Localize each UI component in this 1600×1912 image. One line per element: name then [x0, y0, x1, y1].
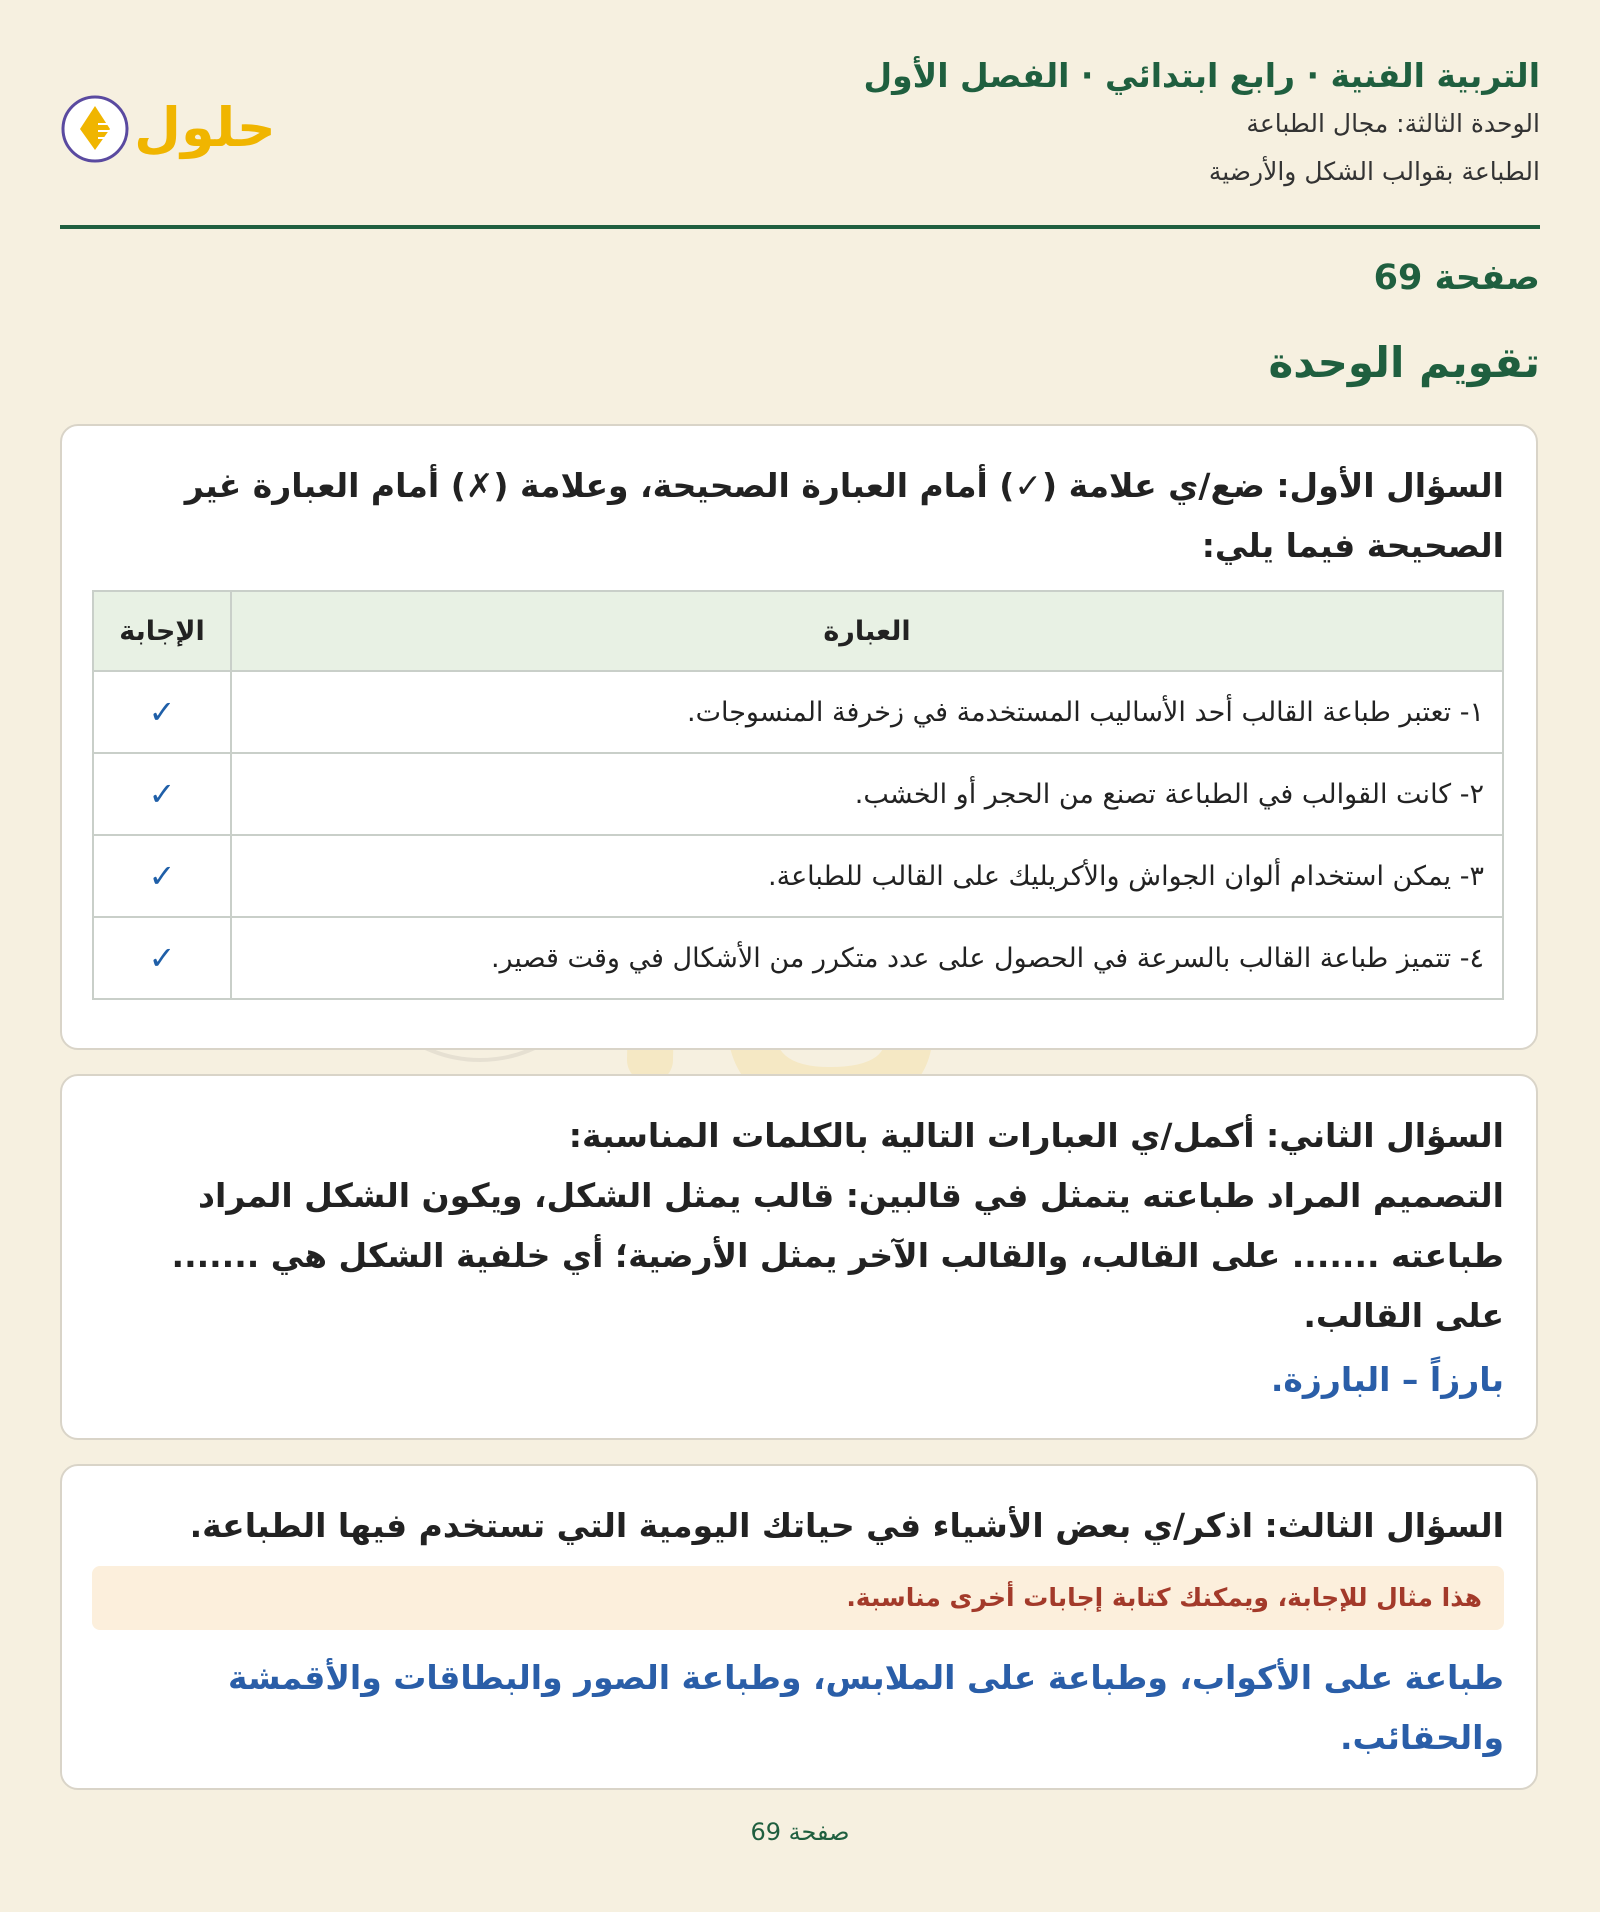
statement-cell: ١- تعتبر طباعة القالب أحد الأساليب المستخدمة في زخرفة المنسوجات.: [231, 671, 1503, 753]
question-1-text: السؤال الأول: ضع/ي علامة (✓) أمام العبارة الصحيحة، وعلامة (✗) أمام العبارة غير الصحيحة فيما يلي:: [184, 466, 1504, 565]
hulul-logo: [60, 84, 290, 174]
question-1-card: [60, 424, 1538, 1050]
question-2-title: السؤال الثاني: أكمل/ي العبارات التالية بالكلمات المناسبة:: [568, 1116, 1504, 1155]
statement-cell: ٤- تتميز طباعة القالب بالسرعة في الحصول على عدد متكرر من الأشكال في وقت قصير.: [231, 917, 1503, 999]
question-2-body: التصميم المراد طباعته يتمثل في قالبين: قالب يمثل الشكل، ويكون الشكل المراد طباعته ....... على القالب، والقالب الآخر يمثل الأرضية؛ أي خلفية الشكل هي ....... على القالب.: [171, 1176, 1504, 1335]
table-header-row: [93, 591, 1503, 671]
table-row: [93, 917, 1503, 999]
question-3-text: السؤال الثالث: اذكر/ي بعض الأشياء في حياتك اليومية التي تستخدم فيها الطباعة.: [189, 1506, 1504, 1545]
question-3-card: [60, 1464, 1538, 1790]
header-title: التربية الفنية · رابع ابتدائي · الفصل الأول: [863, 56, 1540, 95]
page-label: صفحة 69: [1373, 258, 1540, 298]
table-row: [93, 835, 1503, 917]
section-title: تقويم الوحدة: [1268, 338, 1540, 387]
page: [60, 0, 1540, 1846]
answer-check-cell: ✓: [93, 917, 231, 999]
statement-cell: ٣- يمكن استخدام ألوان الجواش والأكريليك على القالب للطباعة.: [231, 835, 1503, 917]
header-unit: الوحدة الثالثة: مجال الطباعة: [1246, 109, 1540, 138]
page-footer: صفحة 69: [750, 1818, 850, 1846]
question-2-answer: بارزاً – البارزة.: [1270, 1360, 1504, 1399]
question-3-answer: طباعة على الأكواب، وطباعة على الملابس، وطباعة الصور والبطاقات والأقمشة والحقائب.: [228, 1658, 1504, 1757]
answer-check-cell: ✓: [93, 753, 231, 835]
table-row: [93, 671, 1503, 753]
answer-header: الإجابة: [93, 591, 231, 671]
header-text: [864, 52, 1541, 196]
example-note: هذا مثال للإجابة، ويمكنك كتابة إجابات أخرى مناسبة.: [92, 1566, 1504, 1630]
table-row: [93, 753, 1503, 835]
header-lesson: الطباعة بقوالب الشكل والأرضية: [1208, 157, 1540, 186]
statement-cell: ٢- كانت القوالب في الطباعة تصنع من الحجر أو الخشب.: [231, 753, 1503, 835]
logo-text: حلول: [134, 96, 276, 159]
question-2-card: [60, 1074, 1538, 1440]
question-2-text: [122, 1106, 1504, 1346]
statement-header: العبارة: [231, 591, 1503, 671]
answer-check-cell: ✓: [93, 671, 231, 753]
true-false-table: [92, 590, 1504, 1000]
answer-check-cell: ✓: [93, 835, 231, 917]
page-header: [60, 0, 1540, 229]
